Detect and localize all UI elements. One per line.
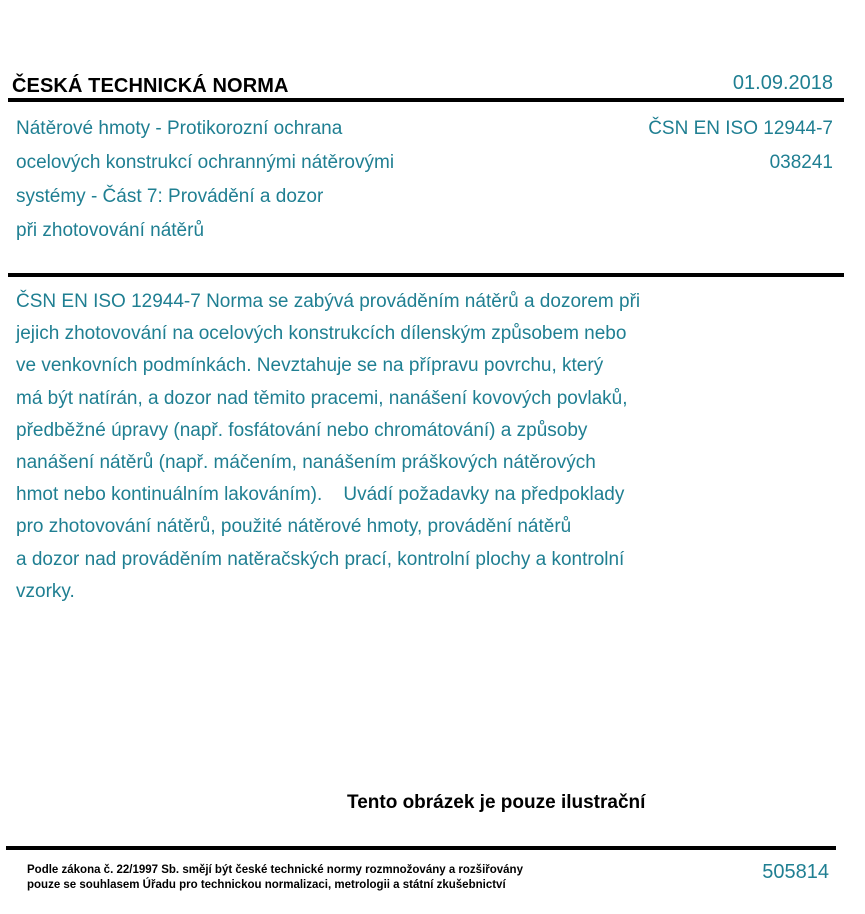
header-divider [8,98,844,102]
abstract-line: hmot nebo kontinuálním lakováním). Uvádí požadavky na předpoklady [16,484,625,506]
standard-code: ČSN EN ISO 12944-7 [648,118,833,139]
legal-notice [27,863,523,893]
footer-divider [6,846,836,850]
standard-title [16,112,486,248]
standard-title-line: systémy - Část 7: Provádění a dozor [16,186,324,207]
standard-code-block [648,112,833,180]
standard-title-line: při zhotovování nátěrů [16,220,205,241]
abstract-line: nanášení nátěrů (např. máčením, nanášením práškových nátěrových [16,452,596,474]
abstract-line: jejich zhotovování na ocelových konstrukcích dílenským způsobem nebo [16,323,627,345]
standard-title-line: Nátěrové hmoty - Protikorozní ochrana [16,118,343,139]
class-number: 038241 [769,152,833,173]
abstract-line: pro zhotovování nátěrů, použité nátěrové hmoty, provádění nátěrů [16,516,572,538]
abstract-line: předběžné úpravy (např. fosfátování nebo chromátování) a způsoby [16,419,588,441]
legal-notice-line: Podle zákona č. 22/1997 Sb. smějí být české technické normy rozmnožovány a rozšiřovány [27,864,523,876]
document-number: 505814 [762,861,829,883]
legal-notice-line: pouze se souhlasem Úřadu pro technickou normalizaci, metrologii a státní zkušebnictví [27,879,506,891]
standard-title-line: ocelových konstrukcí ochrannými nátěrovými [16,152,395,173]
title-divider [8,273,844,277]
abstract-line: ve venkovních podmínkách. Nevztahuje se na přípravu povrchu, který [16,355,604,377]
abstract-line: vzorky. [16,580,75,602]
abstract-text [16,286,728,608]
abstract-line: a dozor nad prováděním natěračských prací, kontrolní plochy a kontrolní [16,548,625,570]
illustration-note: Tento obrázek je pouze ilustrační [347,792,646,813]
publication-date: 01.09.2018 [732,72,833,94]
abstract-line: ČSN EN ISO 12944-7 Norma se zabývá prováděním nátěrů a dozorem při [16,291,641,312]
document-header-title: ČESKÁ TECHNICKÁ NORMA [12,75,289,97]
abstract-line: má být natírán, a dozor nad těmito pracemi, nanášení kovových povlaků, [16,387,628,409]
